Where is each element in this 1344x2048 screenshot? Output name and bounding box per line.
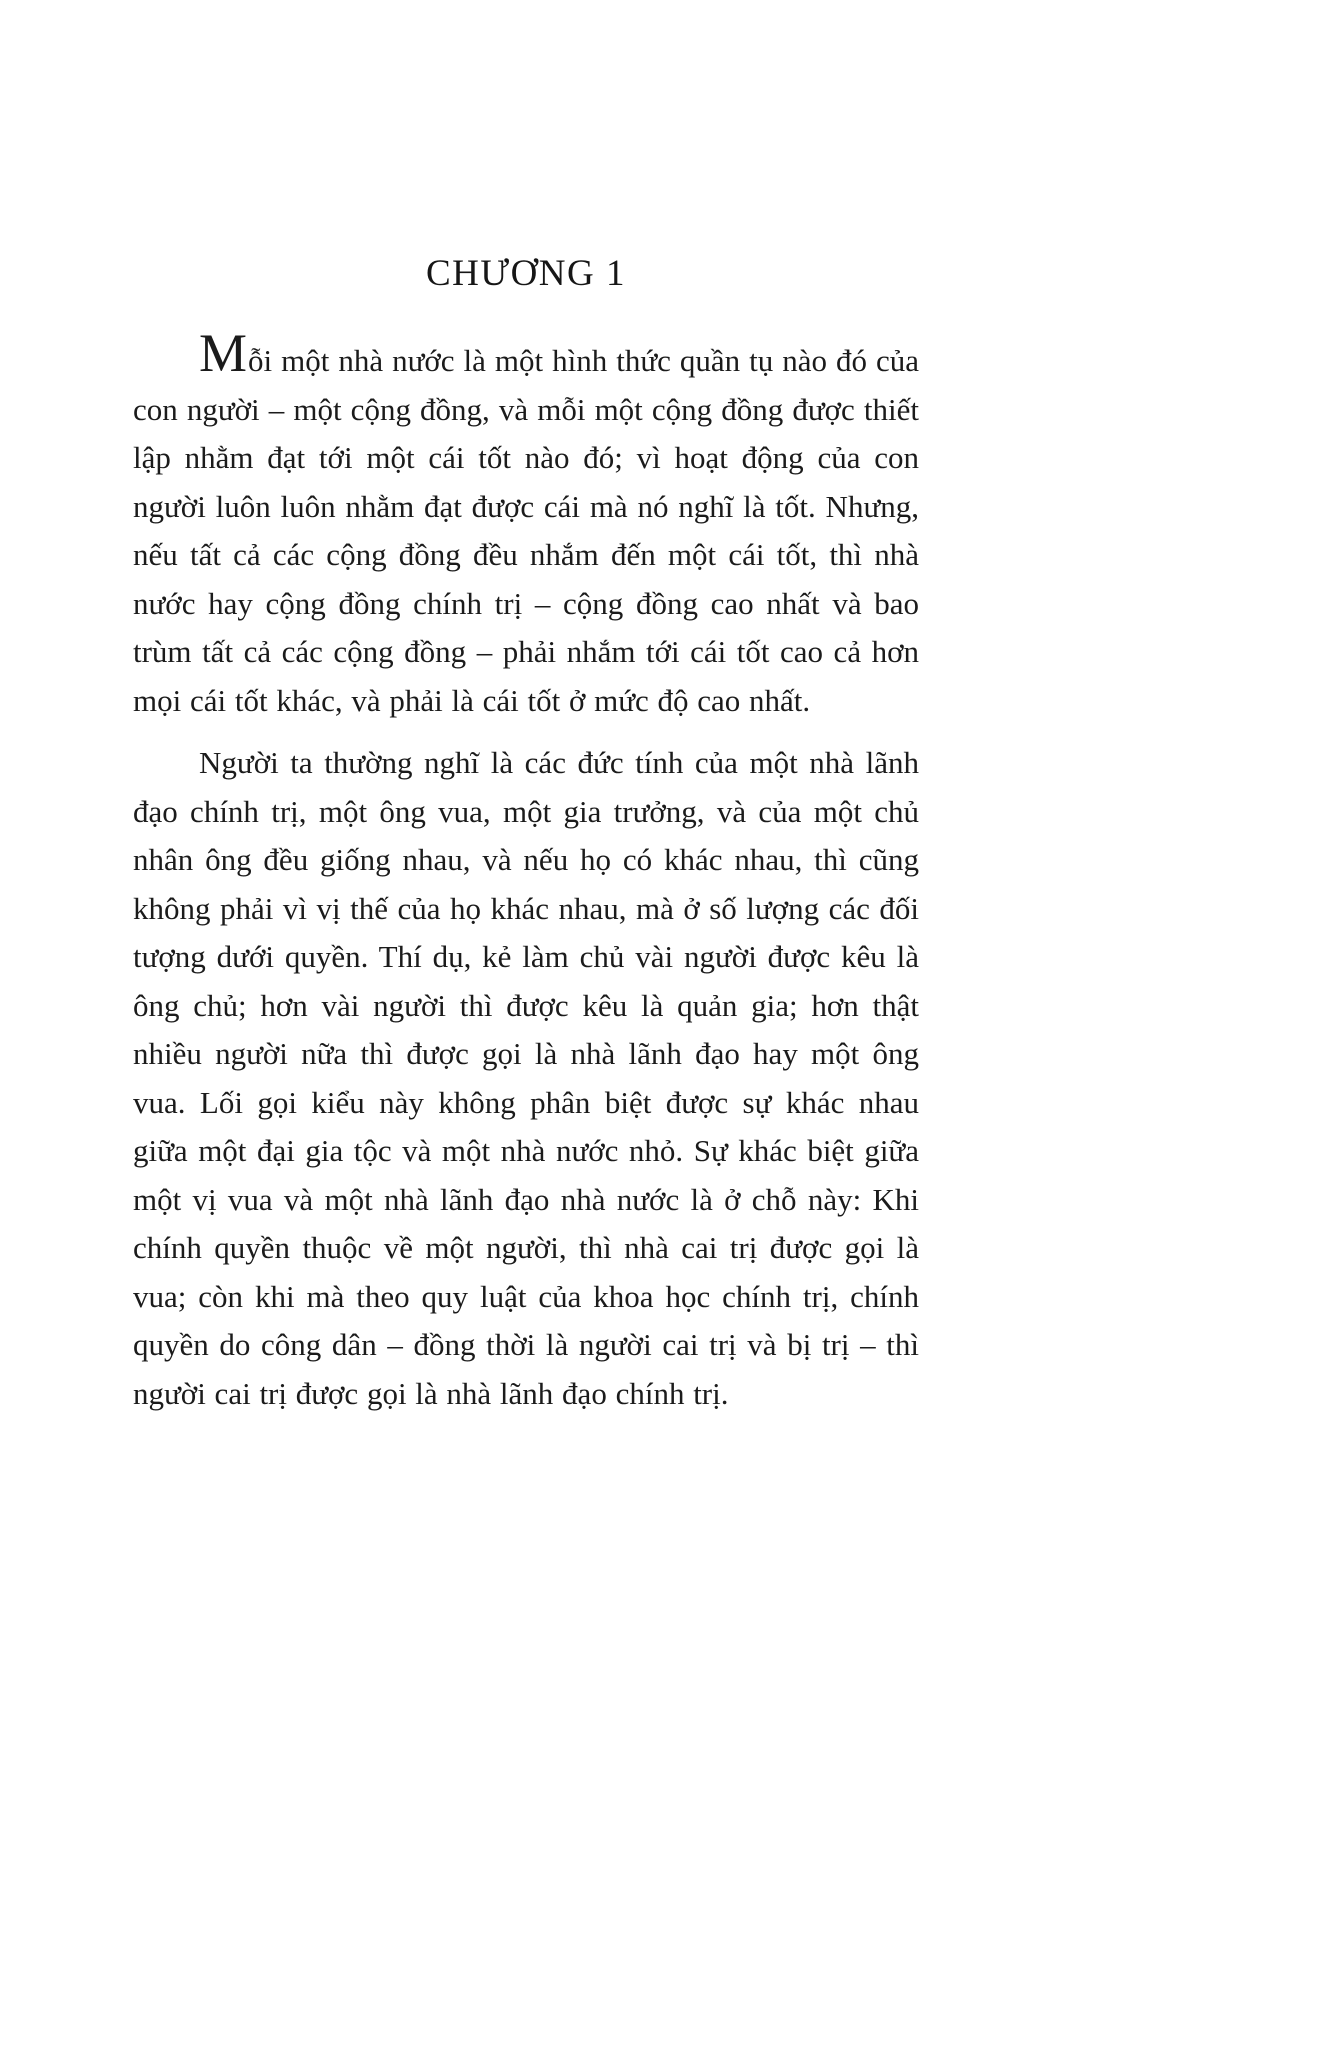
raised-initial-cap: M bbox=[199, 323, 249, 383]
paragraph-2: Người ta thường nghĩ là các đức tính của một nhà lãnh đạo chính trị, một ông vua, một gia trưởng, và của một chủ nhân ông đều giống nhau, và nếu họ có khác nhau, thì cũng không phải vì vị thế của họ khác nhau, mà ở số lượng các đối tượng dưới quyền. Thí dụ, kẻ làm chủ vài người được kêu là ông chủ; hơn vài người thì được kêu là quản gia; hơn thật nhiều người nữa thì được gọi là nhà lãnh đạo hay một ông vua. Lối gọi kiểu này không phân biệt được sự khác nhau giữa một đại gia tộc và một nhà nước nhỏ. Sự khác biệt giữa một vị vua và một nhà lãnh đạo nhà nước là ở chỗ này: Khi chính quyền thuộc về một người, thì nhà cai trị được gọi là vua; còn khi mà theo quy luật của khoa học chính trị, chính quyền do công dân – đồng thời là người cai trị và bị trị – thì người cai trị được gọi là nhà lãnh đạo chính trị. bbox=[133, 745, 919, 1411]
paragraph-1 bbox=[133, 323, 919, 725]
chapter-title: CHƯƠNG 1 bbox=[425, 253, 627, 294]
text-block bbox=[133, 0, 919, 1418]
paragraph-1-text: ỗi một nhà nước là một hình thức quần tụ nào đó của con người – một cộng đồng, và mỗi một cộng đồng được thiết lập nhằm đạt tới một cái tốt nào đó; vì hoạt động của con người luôn luôn nhằm đạt được cái mà nó nghĩ là tốt. Nhưng, nếu tất cả các cộng đồng đều nhắm đến một cái tốt, thì nhà nước hay cộng đồng chính trị – cộng đồng cao nhất và bao trùm tất cả các cộng đồng – phải nhắm tới cái tốt cao cả hơn mọi cái tốt khác, và phải là cái tốt ở mức độ cao nhất. bbox=[133, 343, 919, 718]
